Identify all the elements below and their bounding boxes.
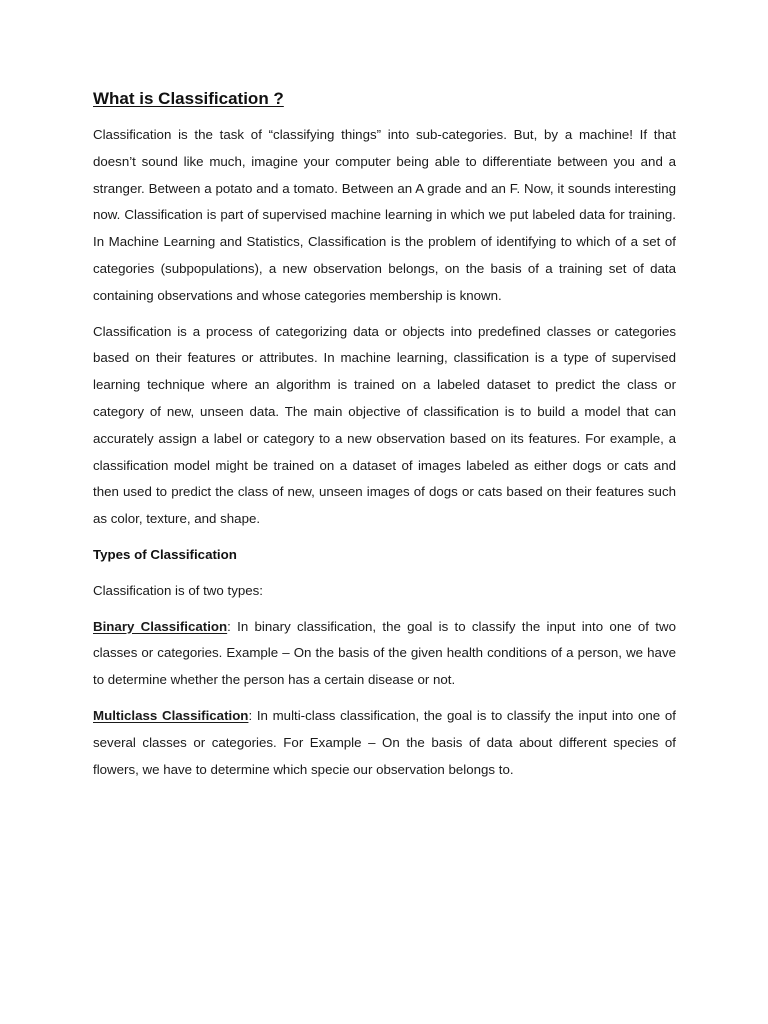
paragraph-process: Classification is a process of categorizing data or objects into predefined classes or categories based on their features or attributes. In machine learning, classification is a type of supervised learning technique where an algorithm is trained on a labeled dataset to predict the class or category of new, unseen data. The main objective of classification is to build a model that can accurately assign a label or category to a new observation based on its features. For example, a classification model might be trained on a dataset of images labeled as either dogs or cats and then used to predict the class of new, unseen images of dogs or cats based on their features such as color, texture, and shape. (93, 323, 676, 527)
binary-classification-text: : In binary classification, the goal is to classify the input into one of two classes or categories. Example – On the basis of the given health conditions of a person, we have to determine whether the person has a certain disease or not. (93, 618, 676, 688)
binary-classification-paragraph (93, 614, 676, 694)
types-intro: Classification is of two types: (93, 582, 263, 598)
multiclass-classification-paragraph (93, 703, 676, 783)
binary-classification-term: Binary Classification (93, 618, 228, 634)
types-heading: Types of Classification (93, 546, 237, 562)
document-title: What is Classification ? (93, 89, 284, 108)
paragraph-definition: Classification is the task of “classifying things” into sub-categories. But, by a machine! If that doesn’t sound like much, imagine your computer being able to differentiate between you and a stranger. Between a potato and a tomato. Between an A grade and an F. Now, it sounds interesting now. Classification is part of supervised machine learning in which we put labeled data for training. In Machine Learning and Statistics, Classification is the problem of identifying to which of a set of categories (subpopulations), a new observation belongs, on the basis of a training set of data containing observations and whose categories membership is known. (93, 127, 676, 303)
document-page (93, 84, 676, 792)
multiclass-classification-text: : In multi-class classification, the goal is to classify the input into one of several classes or categories. For Example – On the basis of data about different species of flowers, we have to determine which specie our observation belongs to. (93, 707, 676, 777)
multiclass-classification-term: Multiclass Classification (93, 707, 249, 723)
